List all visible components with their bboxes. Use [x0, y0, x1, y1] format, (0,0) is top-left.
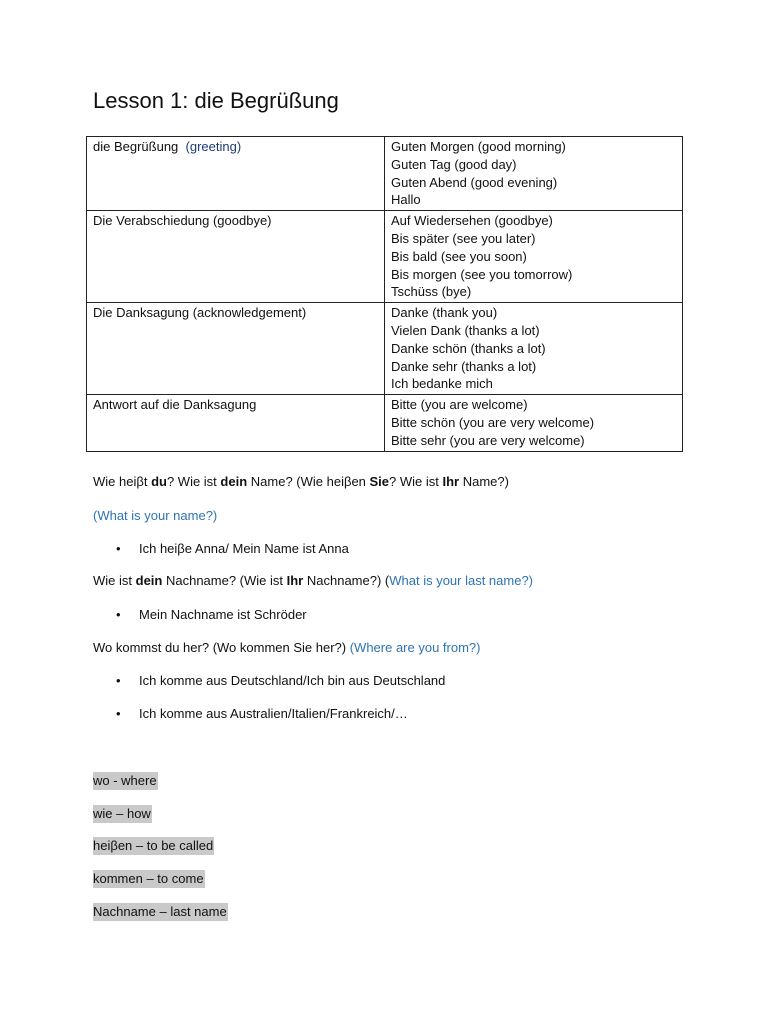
- answer-origin-2: • Ich komme aus Australien/Italien/Frankreich/…: [116, 706, 408, 721]
- phrase: Guten Tag (good day): [391, 156, 517, 172]
- topic-label: die Begrüßung: [93, 139, 179, 154]
- question-name-translation: (What is your name?): [93, 508, 218, 523]
- phrase: Bis morgen (see you tomorrow): [391, 266, 573, 282]
- topic-label: Die Verabschiedung (goodbye): [93, 213, 272, 229]
- table-row: [87, 211, 683, 303]
- phrase: Vielen Dank (thanks a lot): [391, 322, 540, 338]
- phrase: Guten Morgen (good morning): [391, 139, 566, 154]
- phrases-cell: [385, 211, 683, 303]
- phrase: Guten Abend (good evening): [391, 174, 558, 190]
- bullet-icon: •: [116, 706, 121, 721]
- phrase: Bis später (see you later): [391, 230, 536, 246]
- phrases-cell: [385, 303, 683, 395]
- answer-last-name: • Mein Nachname ist Schröder: [116, 607, 307, 622]
- question-origin: Wo kommst du her? (Wo kommen Sie her?) (Where are you from?): [93, 640, 481, 655]
- vocab-item: wo - where: [93, 773, 157, 788]
- vocab-item: wie – how: [93, 806, 151, 821]
- phrase: Bitte (you are welcome): [391, 397, 528, 413]
- bullet-icon: •: [116, 673, 121, 688]
- answer-origin-1: • Ich komme aus Deutschland/Ich bin aus Deutschland: [116, 673, 446, 688]
- answer-name: • Ich heiβe Anna/ Mein Name ist Anna: [116, 541, 349, 556]
- phrase: Bis bald (see you soon): [391, 248, 527, 264]
- phrases-cell: [385, 395, 683, 451]
- phrase: Danke (thank you): [391, 305, 498, 321]
- table-row: [87, 303, 683, 395]
- vocab-item: Nachname – last name: [93, 904, 227, 919]
- topic-cell: [87, 211, 385, 303]
- greetings-table: [86, 136, 683, 452]
- phrase: Tschüss (bye): [391, 284, 472, 300]
- topic-cell: [87, 137, 385, 211]
- phrase: Bitte schön (you are very welcome): [391, 414, 595, 430]
- phrase: Auf Wiedersehen (goodbye): [391, 213, 553, 229]
- table-row: [87, 395, 683, 451]
- topic-cell: [87, 303, 385, 395]
- topic-label: Die Danksagung (acknowledgement): [93, 305, 307, 321]
- bullet-icon: •: [116, 541, 121, 556]
- topic-cell: [87, 395, 385, 451]
- phrase: Danke sehr (thanks a lot): [391, 358, 537, 374]
- question-name: Wie heiβt du? Wie ist dein Name? (Wie heiβen Sie? Wie ist Ihr Name?): [93, 474, 509, 489]
- vocab-item: kommen – to come: [93, 871, 204, 886]
- topic-note: (greeting): [185, 139, 242, 154]
- phrase: Ich bedanke mich: [391, 376, 493, 392]
- question-last-name: Wie ist dein Nachname? (Wie ist Ihr Nachname?) (What is your last name?): [93, 573, 534, 588]
- phrase: Bitte sehr (you are very welcome): [391, 432, 585, 448]
- lesson-title: Lesson 1: die Begrüßung: [93, 88, 339, 113]
- phrases-cell: [385, 137, 683, 211]
- vocab-item: heiβen – to be called: [93, 838, 214, 853]
- table-row: [87, 137, 683, 211]
- phrase: Hallo: [391, 192, 421, 208]
- phrase: Danke schön (thanks a lot): [391, 340, 546, 356]
- topic-label: Antwort auf die Danksagung: [93, 397, 257, 413]
- bullet-icon: •: [116, 607, 121, 622]
